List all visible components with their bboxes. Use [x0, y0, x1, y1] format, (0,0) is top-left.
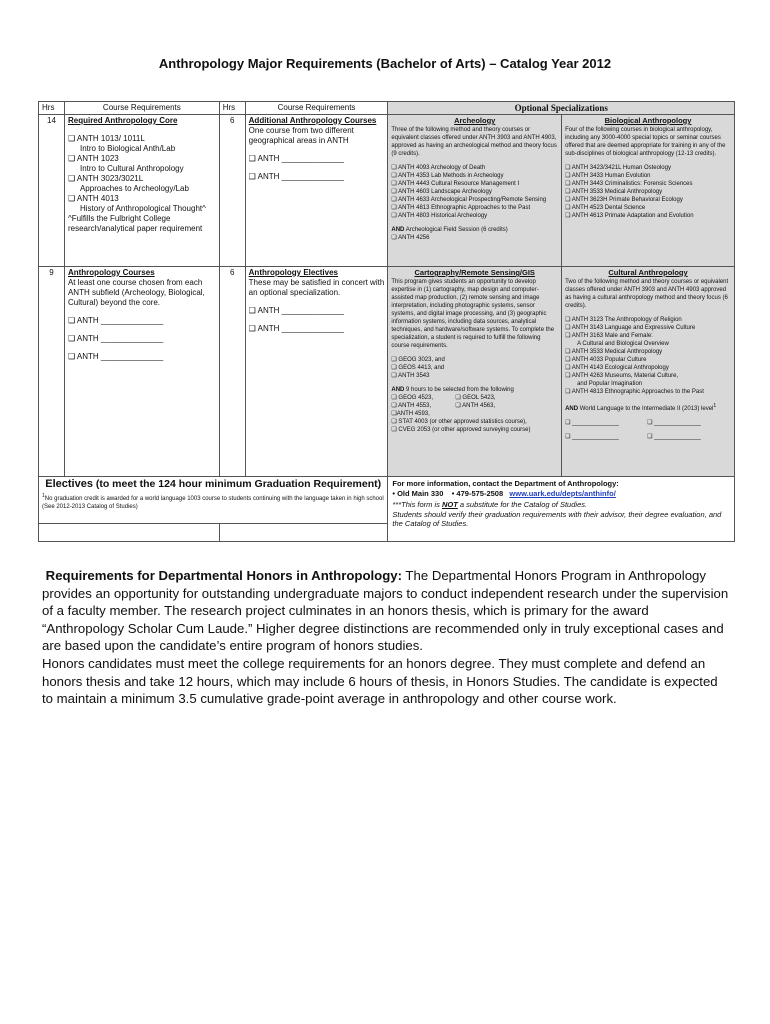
electives-row — [39, 477, 735, 524]
gis-description: This program gives students an opportunity to develop expertise in (1) cartography, map design and computer-assisted map production, (2) remote sensing and image interpretation, including photographic systems, sensor systems, and digital image processing, and (3) geographic information systems, including data sources, analytical techniques, and hardware/software systems. To complete the specialization, a student is required to fulfill the following course requirements. — [391, 278, 555, 349]
checklist-item[interactable]: ❑ ANTH 4813 Ethnographic Approaches to the Past — [565, 388, 704, 395]
disclaimer-text: ***This form is — [392, 500, 442, 509]
empty-cell — [219, 524, 388, 542]
electives-footnote — [42, 492, 384, 511]
checklist-item[interactable]: ❑ANTH 4593, — [391, 410, 430, 417]
checklist-row — [391, 394, 558, 402]
checklist-item[interactable]: ❑ ANTH 4613 Primate Adaptation and Evolution — [565, 212, 694, 219]
disclaimer — [392, 500, 730, 510]
header-hrs: Hrs — [39, 102, 65, 115]
checklist-item[interactable]: ❑ ANTH 4523 Dental Science — [565, 204, 646, 211]
checklist-item[interactable]: ❑ ANTH ______________ — [248, 324, 344, 333]
gis-and-line — [391, 386, 558, 394]
cultural-description: Two of the following method and theory courses or equivalent classes offered under ANTH 3903 and ANTH 4903 approved as having a cultural anthropology method and theory focus (6 credits). — [565, 278, 729, 309]
additional-courses-description: One course from two different geographical areas in ANTH — [248, 126, 354, 145]
footnote-marker: 1 — [713, 402, 717, 409]
course-description: and Popular Imagination — [577, 380, 643, 387]
checklist-item[interactable]: ❑ ANTH 3123 The Anthropology of Religion — [565, 316, 682, 323]
requirements-table — [38, 101, 735, 542]
checklist-item[interactable]: ❑ ANTH 3433 Human Evolution — [565, 172, 651, 179]
phone-number: • 479-575-2508 — [451, 488, 504, 498]
department-link[interactable]: www.uark.edu/depts/anthinfo/ — [509, 488, 616, 498]
checklist-item[interactable]: ❑ ANTH 4013 — [67, 194, 119, 203]
header-optional-specializations: Optional Specializations — [388, 102, 735, 115]
table-row — [39, 267, 735, 477]
and-label: AND — [391, 386, 405, 393]
blank-checkbox[interactable]: ❑ ______________ — [565, 433, 619, 440]
disclaimer-text: a substitute for the Catalog of Studies. — [457, 500, 588, 509]
gis-specialization-cell — [388, 267, 562, 477]
checklist-item[interactable]: ❑ ANTH ______________ — [248, 306, 344, 315]
electives-title: Electives — [45, 478, 93, 490]
checklist-item[interactable]: ❑ GEOG 3023, and — [391, 356, 445, 363]
office-location: • Old Main 330 — [392, 488, 444, 498]
biological-title: Biological Anthropology — [604, 116, 692, 125]
checklist-row — [565, 433, 731, 441]
language-line — [565, 402, 731, 413]
cultural-title: Cultural Anthropology — [608, 268, 688, 277]
checklist-item[interactable]: ❑ ANTH 4256 — [391, 234, 430, 241]
checklist-item[interactable]: ❑ ANTH 4033 Popular Culture — [565, 356, 647, 363]
checklist-item[interactable]: ❑ ANTH ______________ — [67, 352, 164, 361]
and-label: AND — [391, 226, 405, 233]
biological-specialization-cell — [562, 115, 735, 267]
checklist-item[interactable]: ❑ ANTH 3533 Medical Anthropology — [565, 348, 663, 355]
blank-checkbox[interactable]: ❑ ______________ — [647, 433, 701, 440]
anthropology-electives-description: These may be satisfied in concert with an optional specialization. — [248, 278, 385, 297]
hours-cell: 14 — [39, 115, 65, 267]
checklist-item[interactable]: ❑ ANTH ______________ — [248, 154, 344, 163]
disclaimer-verify: Students should verify their graduation requirements with their advisor, their degree evaluation, and the Catalog of Studies. — [392, 509, 722, 528]
anthropology-electives-cell — [245, 267, 388, 477]
and-label: AND — [565, 405, 579, 412]
table-row — [39, 115, 735, 267]
checklist-item[interactable]: ❑ ANTH 4633 Archeological Prospecting/Remote Sensing — [391, 196, 547, 203]
field-session-text: Archeological Field Session (6 credits) — [404, 226, 508, 233]
checklist-row — [565, 419, 731, 427]
checklist-item[interactable]: ❑ ANTH 3023/3021L — [67, 174, 144, 183]
checklist-item[interactable]: ❑ GEOS 4413, and — [391, 364, 445, 371]
blank-checkbox[interactable]: ❑ ______________ — [647, 419, 701, 426]
checklist-item[interactable]: ❑ ANTH ______________ — [67, 334, 164, 343]
checklist-item[interactable]: ❑ ANTH 4603 Landscape Archeology — [391, 188, 492, 195]
anthropology-electives-title: Anthropology Electives — [248, 268, 339, 277]
hours-cell: 6 — [219, 115, 245, 267]
checklist-item[interactable]: ❑ ANTH 4803 Historical Archeology — [391, 212, 488, 219]
honors-paragraph: Honors candidates must meet the college requirements for an honors degree. They must complete and defend an honors thesis and take 12 hours, which may include 6 hours of thesis, in Honors Studies. The candidate is expected to maintain a minimum 3.5 cumulative grade-point average in anthropology and other course work. — [42, 655, 718, 707]
contact-info-cell — [388, 477, 735, 542]
checklist-item[interactable]: ❑ ANTH 4443 Cultural Resource Management I — [391, 180, 520, 187]
anthropology-courses-cell — [64, 267, 219, 477]
gis-title: Cartography/Remote Sensing/GIS — [414, 268, 535, 277]
checklist-item[interactable]: ❑ ANTH ______________ — [248, 172, 344, 181]
field-session-line — [391, 226, 558, 234]
checklist-item[interactable]: ❑ ANTH 1013/ 1011L — [67, 134, 145, 143]
checklist-item[interactable]: ❑ ANTH 4353 Lab Methods in Archeology — [391, 172, 504, 179]
electives-subtitle: (to meet the 124 hour minimum Graduation Requirement) — [92, 478, 382, 490]
blank-checkbox[interactable]: ❑ ______________ — [565, 419, 619, 426]
footnote-text: research/analytical paper requirement — [67, 224, 203, 233]
additional-courses-cell — [245, 115, 388, 267]
page-title: Anthropology Major Requirements (Bachelor of Arts) – Catalog Year 2012 — [158, 56, 612, 71]
checklist-item[interactable]: ❑ ANTH 4143 Ecological Anthropology — [565, 364, 669, 371]
course-description: Intro to Biological Anth/Lab — [79, 144, 176, 153]
contact-heading: For more information, contact the Department of Anthropology: — [392, 479, 619, 488]
electives-heading — [42, 479, 384, 489]
checklist-item[interactable]: ❑ CVEG 2053 (or other approved surveying course) — [391, 426, 531, 433]
checklist-item[interactable]: ❑ GEOL 5423, — [455, 394, 496, 401]
empty-cell — [39, 524, 220, 542]
archeology-specialization-cell — [388, 115, 562, 267]
course-description: History of Anthropological Thought^ — [79, 204, 206, 213]
checklist-item[interactable]: ❑ ANTH 1023 — [67, 154, 119, 163]
footnote-text: No graduation credit is awarded for a world language 1003 course to students continuing with the language taken in high school (See 2012-2013 Catalog of Studies) — [42, 496, 384, 510]
electives-cell — [39, 477, 388, 524]
checklist-item[interactable]: ❑ ANTH 3423/3421L Human Osteology — [565, 164, 671, 171]
checklist-item[interactable]: ❑ ANTH 3533 Medical Anthropology — [565, 188, 663, 195]
checklist-item[interactable]: ❑ ANTH 4093 Archeology of Death — [391, 164, 486, 171]
checklist-item[interactable]: ❑ ANTH 4813 Ethnographic Approaches to the Past — [391, 204, 531, 211]
anthropology-courses-title: Anthropology Courses — [67, 268, 155, 277]
header-hrs: Hrs — [219, 102, 245, 115]
table-header-row — [39, 102, 735, 115]
hours-cell: 9 — [39, 267, 65, 477]
required-core-title: Required Anthropology Core — [67, 116, 178, 125]
archeology-title: Archeology — [454, 116, 496, 125]
footnote-text: ^Fulfills the Fulbright College — [67, 214, 171, 223]
biological-description: Four of the following courses in biological anthropology, including any 3000-4000 special topics or seminar courses offered that are deemed appropriate for training in any of the sub-disciplines of biological anthropology (12-13 credits). — [565, 126, 726, 157]
language-text: World Language to the Intermediate II (2013) level — [578, 405, 714, 412]
honors-heading: Requirements for Departmental Honors in Anthropology: — [45, 568, 402, 583]
checklist-row — [391, 402, 558, 410]
course-description: Intro to Cultural Anthropology — [79, 164, 184, 173]
archeology-description: Three of the following method and theory courses or equivalent classes offered under ANTH 3903 and ANTH 4903, approved as having an archeological method and theory focus (9 credits). — [391, 126, 557, 157]
checklist-item[interactable]: ❑ ANTH 4263 Museums, Material Culture, — [565, 372, 679, 379]
checklist-item[interactable]: ❑ ANTH 3543 — [391, 372, 430, 379]
checklist-item[interactable]: ❑ GEOG 4523, — [391, 394, 434, 401]
checklist-item[interactable]: ❑ ANTH 3623H Primate Behavioral Ecology — [565, 196, 683, 203]
anthropology-courses-description: At least one course chosen from each ANTH subfield (Archeology, Biological, Cultural) beyond the core. — [67, 278, 205, 307]
header-course-requirements: Course Requirements — [245, 102, 388, 115]
checklist-item[interactable]: ❑ ANTH 3443 Criminalistics: Forensic Sciences — [565, 180, 693, 187]
honors-text: The Departmental Honors Program in Anthropology provides an opportunity for outstanding undergraduate majors to conduct independent research under the supervision of a faculty member. The research project culminates in an honors thesis, which is primary for the award “Anthropology Scholar Cum Laude.” Higher degree distinctions are recommended only in truly exceptional cases and are based upon the candidate’s entire program of honors studies. — [42, 568, 729, 654]
checklist-item[interactable]: ❑ ANTH 3163 Male and Female: — [565, 332, 653, 339]
hours-cell: 6 — [219, 267, 245, 477]
checklist-item[interactable]: ❑ ANTH 3143 Language and Expressive Culture — [565, 324, 696, 331]
checklist-item[interactable]: ❑ ANTH 4563, — [455, 402, 496, 409]
contact-line — [392, 489, 730, 499]
additional-courses-title: Additional Anthropology Courses — [248, 116, 377, 125]
disclaimer-not: NOT — [441, 500, 458, 509]
honors-section — [42, 567, 732, 708]
checklist-item[interactable]: ❑ ANTH ______________ — [67, 316, 164, 325]
course-description: A Cultural and Biological Overview — [577, 340, 669, 347]
checklist-item[interactable]: ❑ STAT 4003 (or other approved statistics course), — [391, 418, 527, 425]
checklist-item[interactable]: ❑ ANTH 4553, — [391, 402, 432, 409]
header-course-requirements: Course Requirements — [64, 102, 219, 115]
required-core-cell — [64, 115, 219, 267]
honors-paragraph — [42, 567, 732, 655]
cultural-specialization-cell — [562, 267, 735, 477]
footnote-marker: 1 — [42, 493, 45, 499]
course-description: Approaches to Archeology/Lab — [79, 184, 189, 193]
gis-and-text: 9 hours to be selected from the following — [404, 386, 514, 393]
